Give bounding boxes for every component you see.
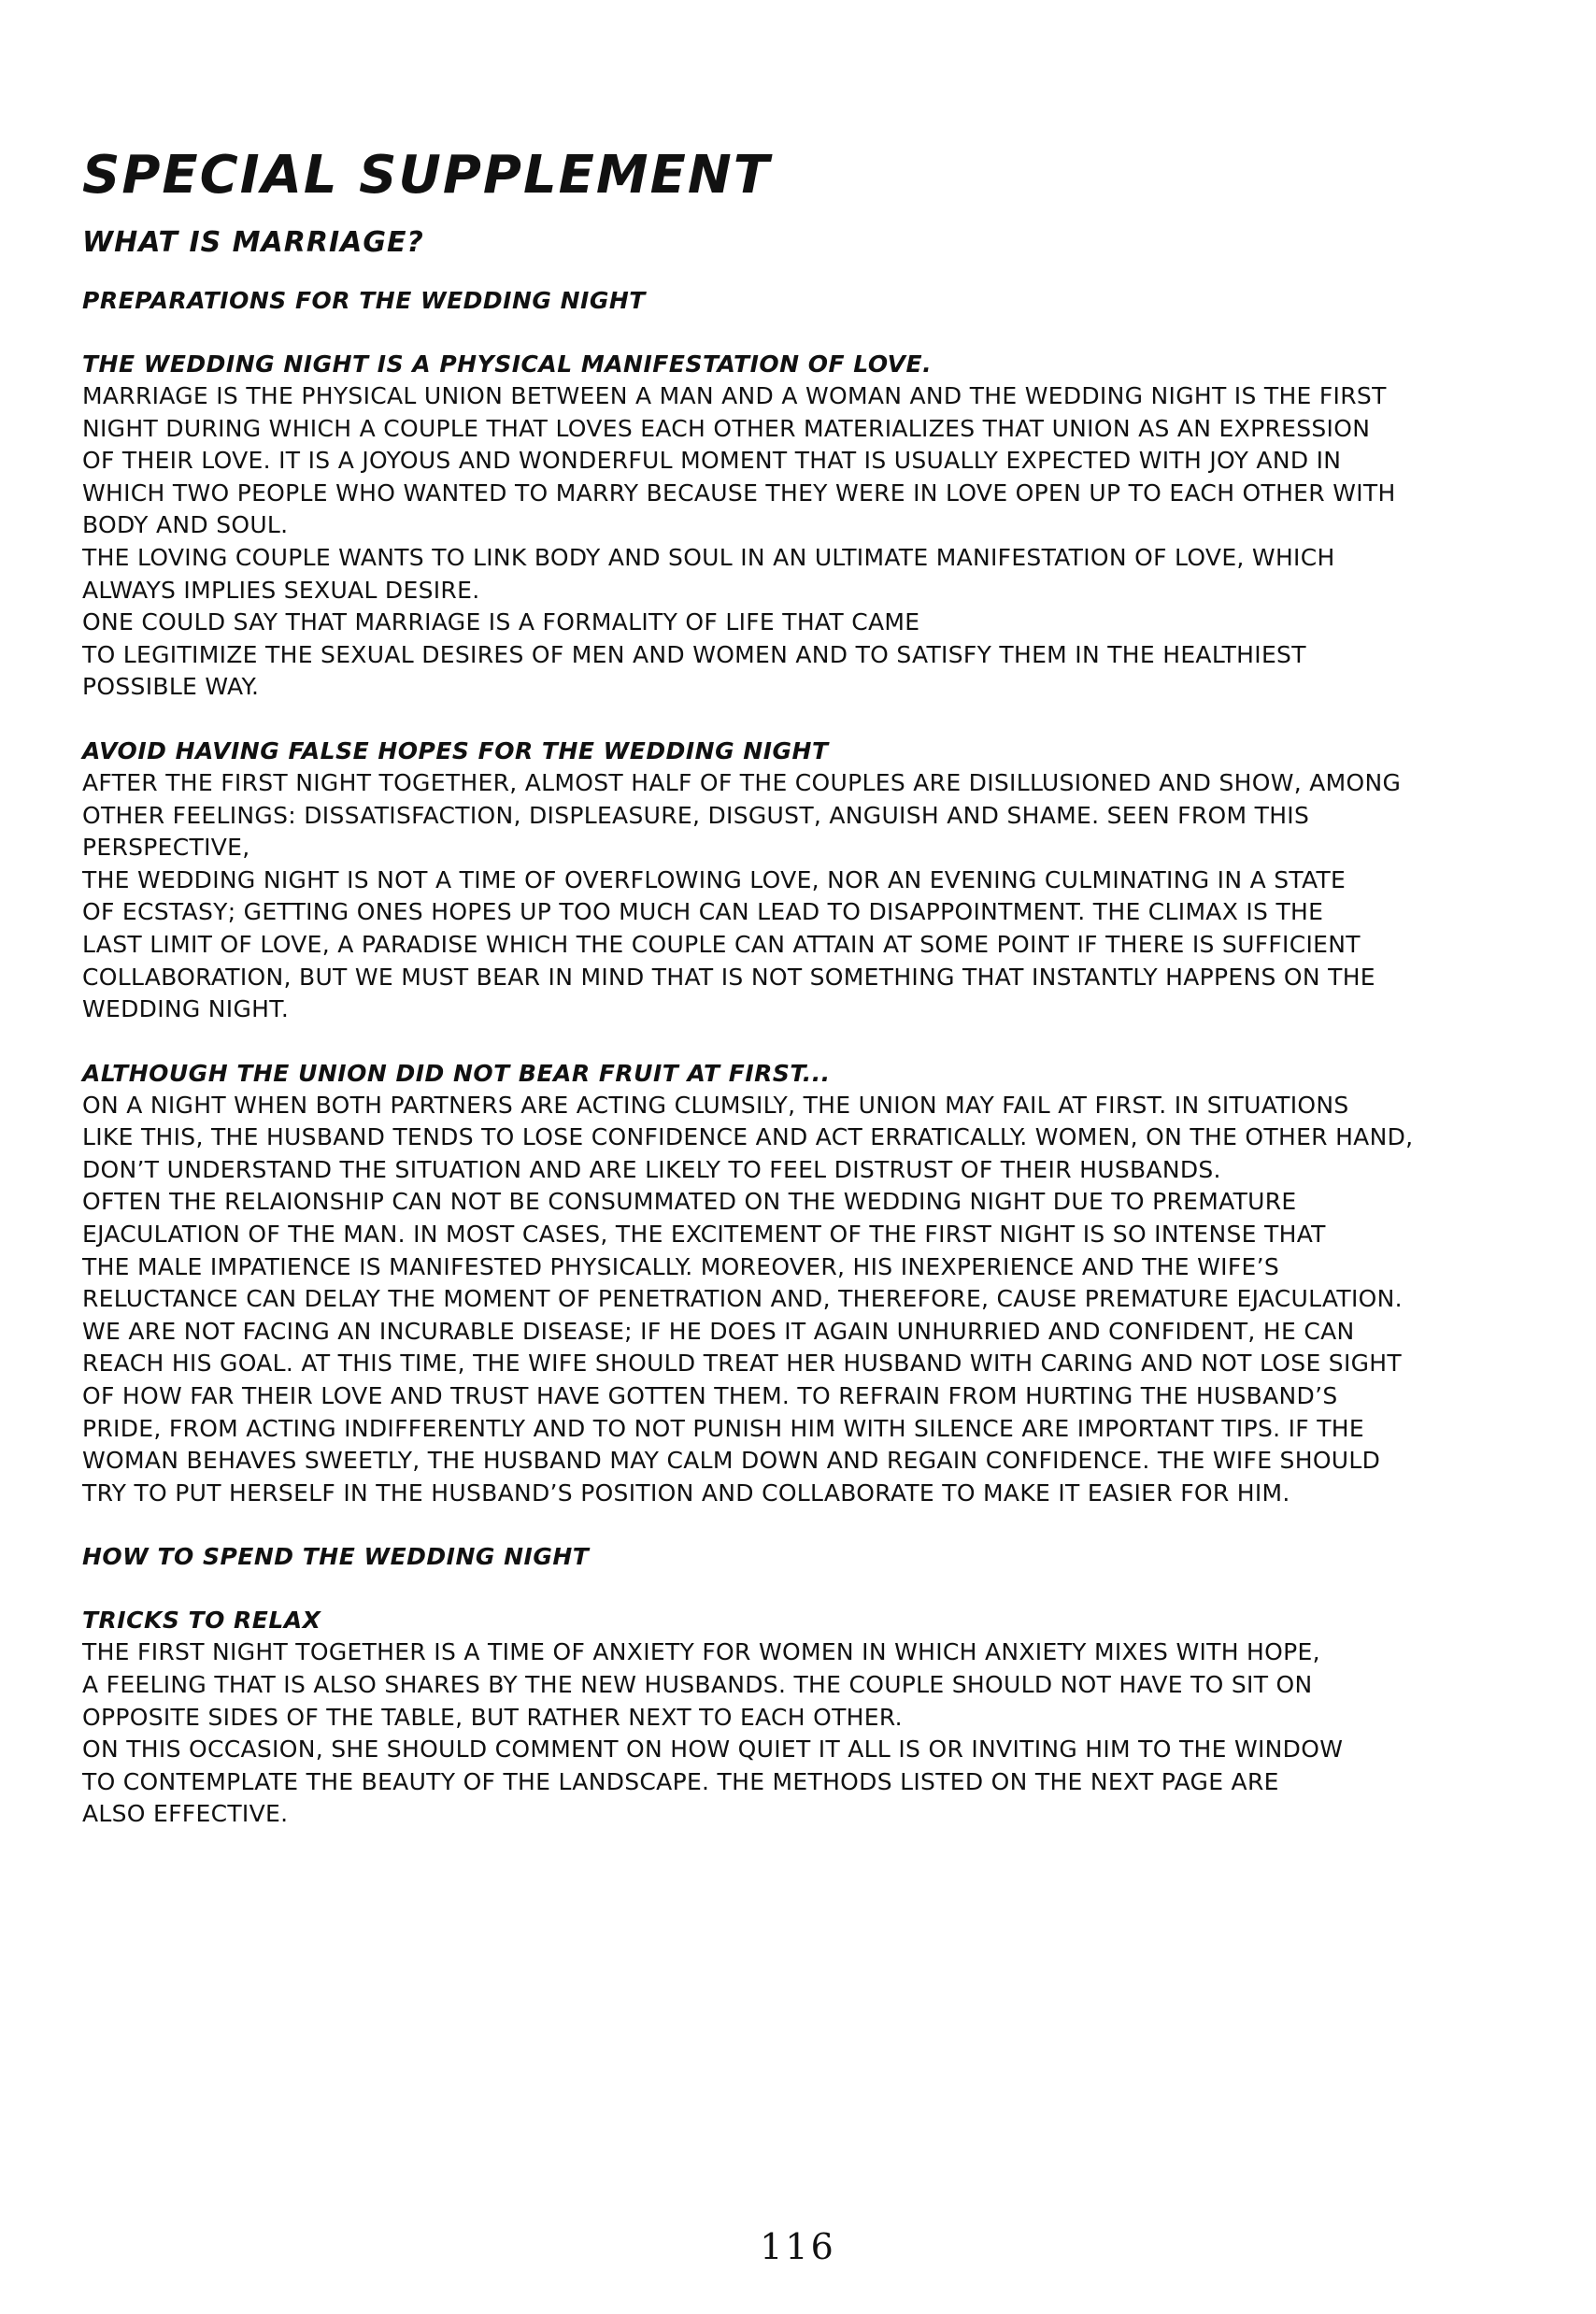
section-body: AFTER THE FIRST NIGHT TOGETHER, ALMOST HALF OF THE COUPLES ARE DISILLUSIONED AND SHOW, AMONG OTHER FEELINGS: DISSATISFACTION, DISPLEASURE, DISGUST, ANGUISH AND SHAME. SEEN FROM THIS PERSPECTIVE, THE WEDDING NIGHT IS NOT A TIME OF OVERFLOWING LOVE, NOR AN EVENING CULMINATING IN A STATE OF ECSTASY; GETTING ONES HOPES UP TOO MUCH CAN LEAD TO DISAPPOINTMENT. THE CLIMAX IS THE LAST LIMIT OF LOVE, A PARADISE WHICH THE COUPLE CAN ATTAIN AT SOME POINT IF THERE IS SUFFICIENT COLLABORATION, BUT WE MUST BEAR IN MIND THAT IS NOT SOMETHING THAT INSTANTLY HAPPENS ON THE WEDDING NIGHT. — [82, 768, 1402, 1023]
section-union-fruit — [82, 1058, 1568, 1510]
section-heading: PREPARATIONS FOR THE WEDDING NIGHT — [82, 287, 646, 314]
document-page — [82, 145, 1568, 1831]
section-subheading: TRICKS TO RELAX — [82, 1607, 321, 1635]
page-title: SPECIAL SUPPLEMENT — [82, 145, 771, 206]
section-preparations — [82, 285, 1568, 704]
section-wedding-night — [82, 1541, 1568, 1831]
section-subheading: THE WEDDING NIGHT IS A PHYSICAL MANIFESTATION OF LOVE. — [82, 350, 933, 378]
section-body: MARRIAGE IS THE PHYSICAL UNION BETWEEN A MAN AND A WOMAN AND THE WEDDING NIGHT IS THE FIRST NIGHT DURING WHICH A COUPLE THAT LOVES EACH OTHER MATERIALIZES THAT UNION AS AN EXPRESSION OF THEIR LOVE. IT IS A JOYOUS AND WONDERFUL MOMENT THAT IS USUALLY EXPECTED WITH JOY AND IN WHICH TWO PEOPLE WHO WANTED TO MARRY BECAUSE THEY WERE IN LOVE OPEN UP TO EACH OTHER WITH BODY AND SOUL. THE LOVING COUPLE WANTS TO LINK BODY AND SOUL IN AN ULTIMATE MANIFESTATION OF LOVE, WHICH ALWAYS IMPLIES SEXUAL DESIRE. ONE COULD SAY THAT MARRIAGE IS A FORMALITY OF LIFE THAT CAME TO LEGITIMIZE THE SEXUAL DESIRES OF MEN AND WOMEN AND TO SATISFY THEM IN THE HEALTHIEST POSSIBLE WAY. — [82, 382, 1396, 701]
section-heading: HOW TO SPEND THE WEDDING NIGHT — [82, 1543, 590, 1571]
section-heading: AVOID HAVING FALSE HOPES FOR THE WEDDING NIGHT — [82, 736, 829, 764]
page-subtitle: WHAT IS MARRIAGE? — [82, 226, 424, 259]
section-body: THE FIRST NIGHT TOGETHER IS A TIME OF ANXIETY FOR WOMEN IN WHICH ANXIETY MIXES WITH HOPE, A FEELING THAT IS ALSO SHARES BY THE NEW HUSBANDS. THE COUPLE SHOULD NOT HAVE TO SIT ON OPPOSITE SIDES OF THE TABLE, BUT RATHER NEXT TO EACH OTHER. ON THIS OCCASION, SHE SHOULD COMMENT ON HOW QUIET IT ALL IS OR INVITING HIM TO THE WINDOW TO CONTEMPLATE THE BEAUTY OF THE LANDSCAPE. THE METHODS LISTED ON THE NEXT PAGE ARE ALSO EFFECTIVE. — [82, 1638, 1344, 1828]
page-number: 116 — [760, 2226, 836, 2267]
section-heading: ALTHOUGH THE UNION DID NOT BEAR FRUIT AT FIRST... — [82, 1059, 831, 1087]
section-body: ON A NIGHT WHEN BOTH PARTNERS ARE ACTING CLUMSILY, THE UNION MAY FAIL AT FIRST. IN SITUATIONS LIKE THIS, THE HUSBAND TENDS TO LOSE CONFIDENCE AND ACT ERRATICALLY. WOMEN, ON THE OTHER HAND, DON’T UNDERSTAND THE SITUATION AND ARE LIKELY TO FEEL DISTRUST OF THEIR HUSBANDS. OFTEN THE RELAIONSHIP CAN NOT BE CONSUMMATED ON THE WEDDING NIGHT DUE TO PREMATURE EJACULATION OF THE MAN. IN MOST CASES, THE EXCITEMENT OF THE FIRST NIGHT IS SO INTENSE THAT THE MALE IMPATIENCE IS MANIFESTED PHYSICALLY. MOREOVER, HIS INEXPERIENCE AND THE WIFE’S RELUCTANCE CAN DELAY THE MOMENT OF PENETRATION AND, THEREFORE, CAUSE PREMATURE EJACULATION. WE ARE NOT FACING AN INCURABLE DISEASE; IF HE DOES IT AGAIN UNHURRIED AND CONFIDENT, HE CAN REACH HIS GOAL. AT THIS TIME, THE WIFE SHOULD TREAT HER HUSBAND WITH CARING AND NOT LOSE SIGHT OF HOW FAR THEIR LOVE AND TRUST HAVE GOTTEN THEM. TO REFRAIN FROM HURTING THE HUSBAND’S PRIDE, FROM ACTING INDIFFERENTLY AND TO NOT PUNISH HIM WITH SILENCE ARE IMPORTANT TIPS. IF THE WOMAN BEHAVES SWEETLY, THE HUSBAND MAY CALM DOWN AND REGAIN CONFIDENCE. THE WIFE SHOULD TRY TO PUT HERSELF IN THE HUSBAND’S POSITION AND COLLABORATE TO MAKE IT EASIER FOR HIM. — [82, 1091, 1414, 1507]
section-false-hopes — [82, 736, 1568, 1026]
